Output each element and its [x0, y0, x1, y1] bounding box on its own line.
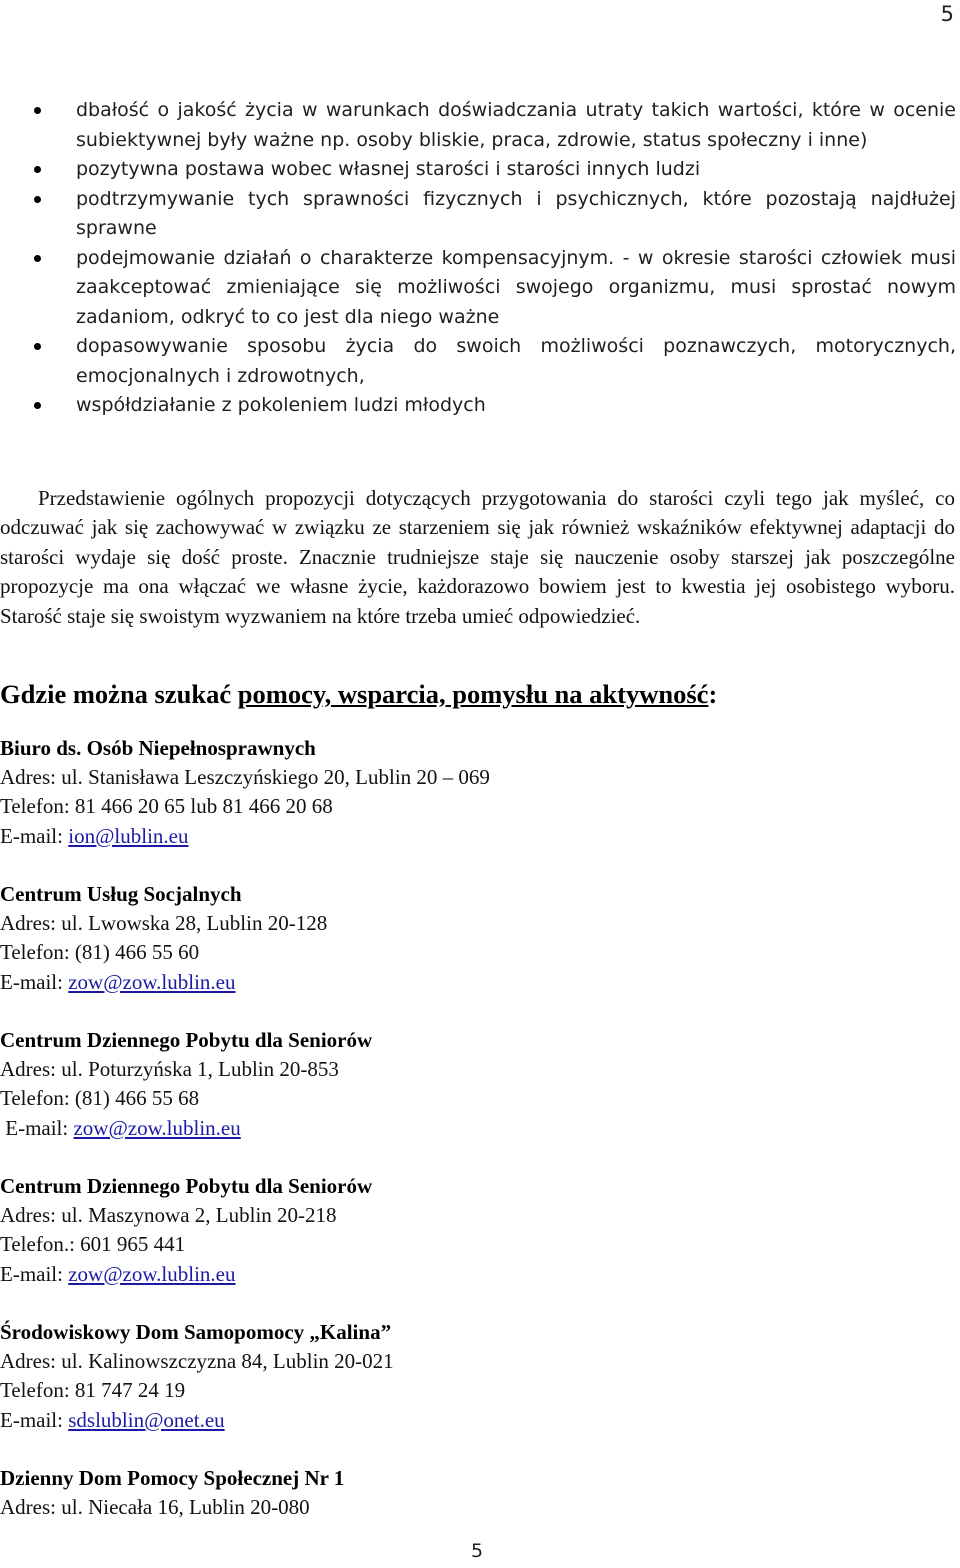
heading-prefix: Gdzie można szukać [0, 679, 238, 709]
list-item: podejmowanie działań o charakterze kompensacyjnym. - w okresie starości człowiek musi zaakceptować zmieniające się możliwości swojego organizmu, musi sprostać nowym zadaniom, odkryć to co jest dla niego ważne [28, 244, 956, 333]
list-item: współdziałanie z pokoleniem ludzi młodych [28, 391, 956, 421]
institution-email-line [0, 968, 955, 997]
list-item: dbałość o jakość życia w warunkach doświadczania utraty takich wartości, które w ocenie subiektywnej były ważne np. osoby bliskie, praca, zdrowie, status społeczny i inne) [28, 96, 956, 155]
email-link[interactable]: zow@zow.lublin.eu [68, 969, 236, 994]
institution-phone: Telefon: (81) 466 55 60 [0, 940, 200, 965]
list-item: pozytywna postawa wobec własnej starości i starości innych ludzi [28, 155, 956, 185]
institution-address: Adres: ul. Lwowska 28, Lublin 20-128 [0, 911, 328, 936]
institution-name: Centrum Dziennego Pobytu dla Seniorów [0, 1174, 373, 1198]
email-label: E-mail: [0, 823, 69, 848]
institution-name: Dzienny Dom Pomocy Społecznej Nr 1 [0, 1466, 345, 1490]
institution-address: Adres: ul. Maszynowa 2, Lublin 20-218 [0, 1203, 337, 1228]
institution-address: Adres: ul. Poturzyńska 1, Lublin 20-853 [0, 1057, 339, 1082]
institution-email-line [0, 822, 955, 851]
email-link[interactable]: zow@zow.lublin.eu [73, 1115, 241, 1140]
email-label: E-mail: [0, 1407, 69, 1432]
institution-entry [0, 1318, 955, 1435]
institution-name: Centrum Usług Socjalnych [0, 882, 242, 906]
email-link[interactable]: zow@zow.lublin.eu [68, 1261, 236, 1286]
institution-phone: Telefon.: 601 965 441 [0, 1232, 186, 1257]
heading-suffix: : [708, 679, 718, 709]
institution-entry [0, 1464, 955, 1522]
email-link[interactable]: sdslublin@onet.eu [68, 1407, 225, 1432]
body-paragraph: Przedstawienie ogólnych propozycji dotyczących przygotowania do starości czyli tego jak myśleć, co odczuwać jak się zachowywać w związku ze starzeniem się jak również wskaźników efektywnej adaptacji do starości wydaje się dość proste. Znacznie trudniejsze staje się nauczenie osoby starszej jak poszczególne propozycje ma ona włączać we własne życie, każdorazowo bowiem jest to kwestia jej osobistego wyboru. Starość staje się swoistym wyzwaniem na które trzeba umieć odpowiedzieć. [0, 486, 955, 628]
institution-address: Adres: ul. Niecała 16, Lublin 20-080 [0, 1495, 310, 1520]
institution-email-line [0, 1406, 955, 1435]
institution-entry [0, 734, 955, 851]
institution-entry [0, 880, 955, 997]
institution-email-line [0, 1260, 955, 1289]
institution-address: Adres: ul. Kalinowszczyzna 84, Lublin 20-021 [0, 1349, 394, 1374]
institution-name: Biuro ds. Osób Niepełnosprawnych [0, 736, 316, 760]
email-label: E-mail: [0, 1115, 74, 1140]
page-number-top: 5 [940, 2, 954, 26]
heading-underlined: pomocy, wsparcia, pomysłu na aktywność [237, 679, 709, 709]
institution-list [0, 734, 955, 1552]
list-item: dopasowywanie sposobu życia do swoich możliwości poznawczych, motorycznych, emocjonalnych i zdrowotnych, [28, 332, 956, 391]
institution-email-line [0, 1114, 955, 1143]
institution-name: Środowiskowy Dom Samopomocy „Kalina” [0, 1320, 392, 1344]
institution-address: Adres: ul. Stanisława Leszczyńskiego 20, Lublin 20 – 069 [0, 765, 490, 790]
page-number-bottom: 5 [471, 1540, 484, 1562]
institution-phone: Telefon: (81) 466 55 68 [0, 1086, 200, 1111]
email-label: E-mail: [0, 969, 69, 994]
institution-name: Centrum Dziennego Pobytu dla Seniorów [0, 1028, 373, 1052]
email-label: E-mail: [0, 1261, 69, 1286]
email-link[interactable]: ion@lublin.eu [68, 823, 189, 848]
institution-entry [0, 1026, 955, 1143]
institution-entry [0, 1172, 955, 1289]
list-item: podtrzymywanie tych sprawności fizycznych i psychicznych, które pozostają najdłużej sprawne [28, 185, 956, 244]
institution-phone: Telefon: 81 466 20 65 lub 81 466 20 68 [0, 794, 333, 819]
bullet-list [28, 96, 956, 421]
institution-phone: Telefon: 81 747 24 19 [0, 1378, 186, 1403]
section-heading [0, 679, 717, 710]
